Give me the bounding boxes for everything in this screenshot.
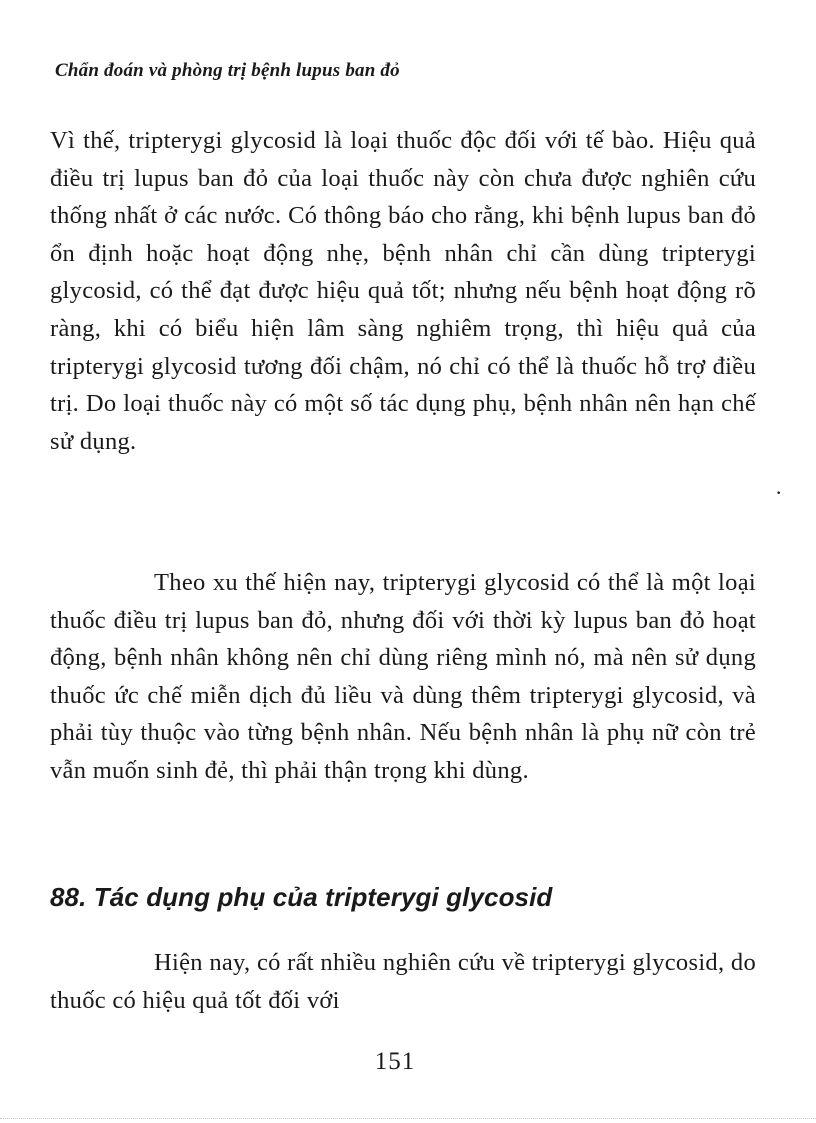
page-number: 151 [374, 1048, 416, 1075]
stray-dot-mark: · [775, 480, 783, 505]
body-paragraph: Hiện nay, có rất nhiều nghiên cứu về tripterygi glycosid, do thuốc có hiệu quả tốt đối với [50, 949, 756, 1014]
running-header: Chẩn đoán và phòng trị bệnh lupus ban đỏ [55, 60, 400, 81]
page-bottom-edge [0, 1118, 816, 1119]
body-paragraph: Vì thế, tripterygi glycosid là loại thuốc độc đối với tế bào. Hiệu quả điều trị lupus ban đỏ của loại thuốc này còn chưa được nghiên cứu thống nhất ở các nước. Có thông báo cho rằng, khi bệnh lupus ban đỏ ổn định hoặc hoạt động nhẹ, bệnh nhân chỉ cần dùng tripterygi glycosid, có thể đạt được hiệu quả tốt; nhưng nếu bệnh hoạt động rõ ràng, khi có biểu hiện lâm sàng nghiêm trọng, thì hiệu quả của tripterygi glycosid tương đối chậm, nó chỉ có thể là thuốc hỗ trợ điều trị. Do loại thuốc này có một số tác dụng phụ, bệnh nhân nên hạn chế sử dụng. [50, 127, 756, 455]
section-heading: 88. Tác dụng phụ của tripterygi glycosid [50, 882, 553, 912]
body-paragraph: Theo xu thế hiện nay, tripterygi glycosid có thể là một loại thuốc điều trị lupus ban đỏ, nhưng đối với thời kỳ lupus ban đỏ hoạt động, bệnh nhân không nên chỉ dùng riêng mình nó, mà nên sử dụng thuốc ức chế miễn dịch đủ liều và dùng thêm tripterygi glycosid, và phải tùy thuộc vào từng bệnh nhân. Nếu bệnh nhân là phụ nữ còn trẻ vẫn muốn sinh đẻ, thì phải thận trọng khi dùng. [50, 569, 756, 784]
